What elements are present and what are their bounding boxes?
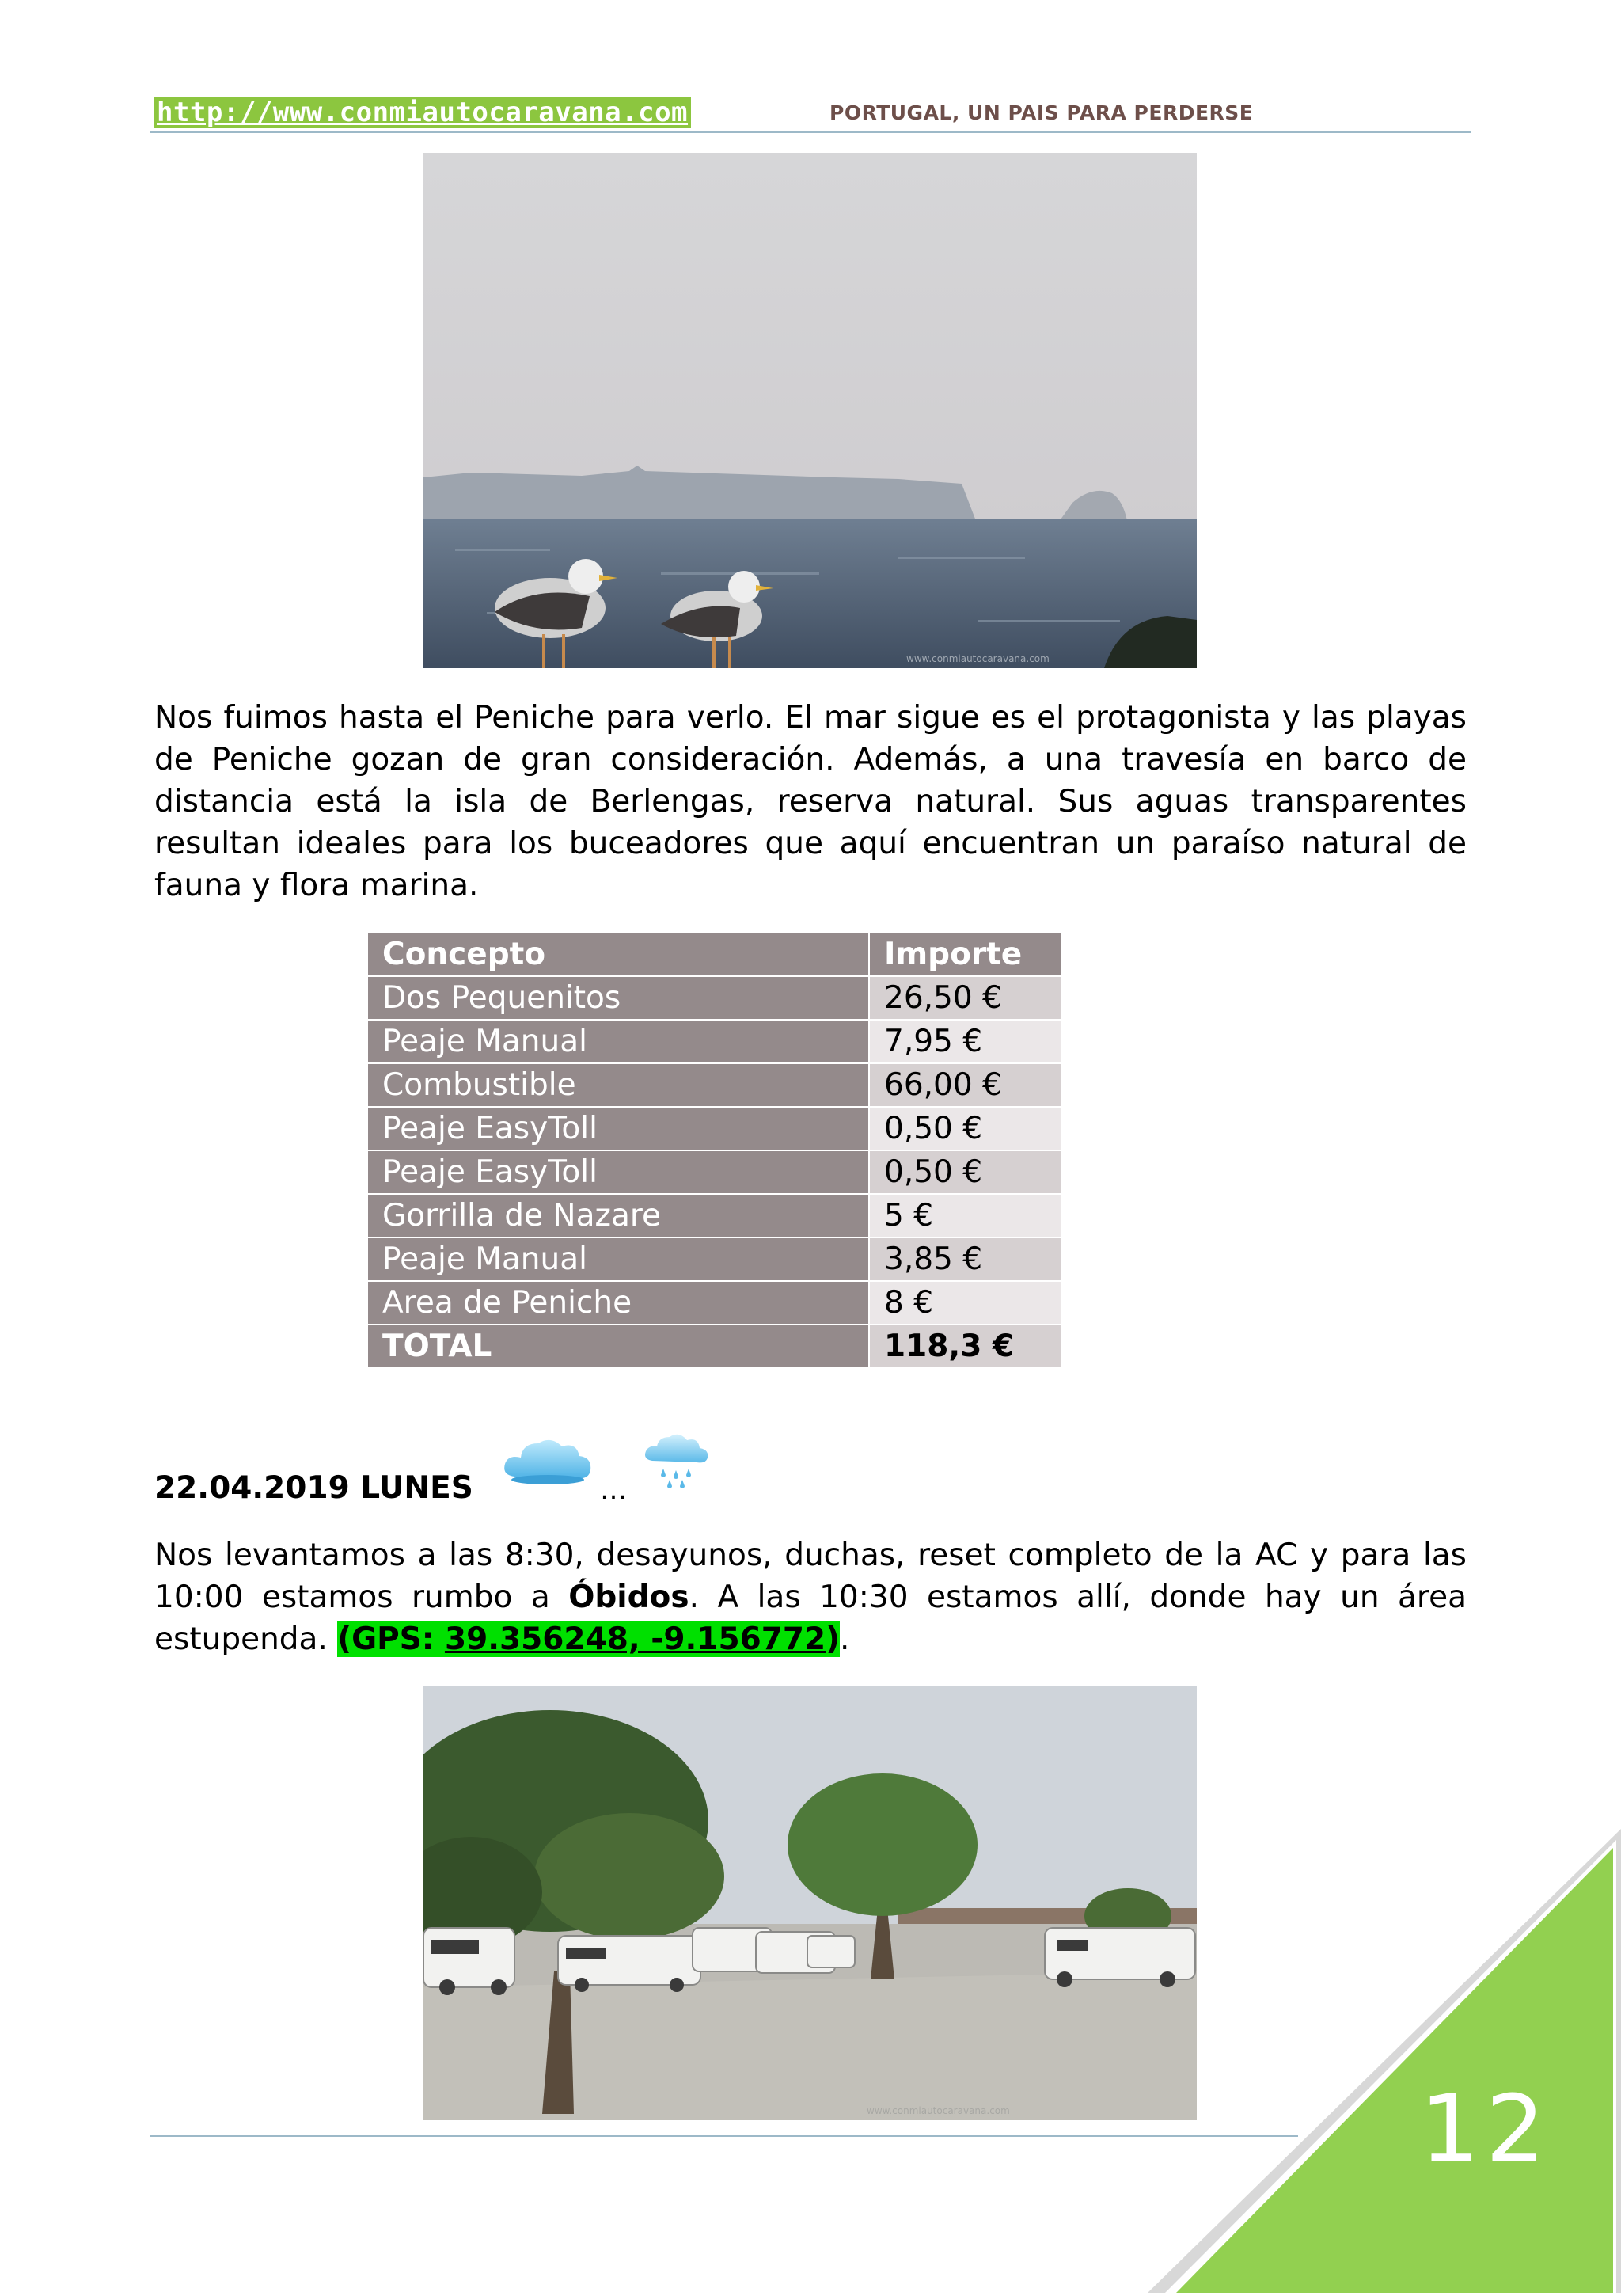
paragraph-obidos bbox=[154, 1534, 1467, 1660]
table-row bbox=[367, 1063, 1062, 1107]
header-url-link[interactable]: http://www.conmiautocaravana.com bbox=[154, 97, 691, 128]
header-title: PORTUGAL, UN PAIS PARA PERDERSE bbox=[829, 101, 1254, 124]
table-row bbox=[367, 1150, 1062, 1194]
table-cell-concepto: Peaje EasyToll bbox=[367, 1107, 869, 1150]
table-header-row bbox=[367, 933, 1062, 976]
photo1-watermark: www.conmiautocaravana.com bbox=[906, 653, 1050, 664]
table-cell-importe: 8 € bbox=[869, 1281, 1062, 1325]
rain-cloud-icon bbox=[641, 1429, 712, 1496]
table-cell-concepto: Peaje Manual bbox=[367, 1237, 869, 1281]
table-row bbox=[367, 1237, 1062, 1281]
paragraph-peniche-text: Nos fuimos hasta el Peniche para verlo. El mar sigue es el protagonista y las playas de Peniche gozan de gran consideración. Además, a una travesía en barco de distancia está la isla de Berlengas, reserva natural. Sus aguas transparentes resultan ideales para los buceadores que aquí encuentran un paraíso natural de fauna y flora marina. bbox=[154, 700, 1467, 903]
paragraph-obidos-text-1: Nos levantamos a las 8:30, desayunos, duchas, reset completo de la AC y para las 10:00 estamos rumbo a bbox=[154, 1538, 1467, 1615]
table-cell-importe: 66,00 € bbox=[869, 1063, 1062, 1107]
table-cell-importe: 0,50 € bbox=[869, 1150, 1062, 1194]
table-header-importe: Importe bbox=[869, 933, 1062, 976]
table-total-label: TOTAL bbox=[367, 1325, 869, 1368]
table-cell-concepto: Peaje EasyToll bbox=[367, 1150, 869, 1194]
gps-prefix: (GPS: bbox=[337, 1621, 445, 1657]
header-divider bbox=[150, 131, 1471, 133]
expenses-table bbox=[366, 932, 1063, 1369]
table-row bbox=[367, 1107, 1062, 1150]
table-cell-importe: 26,50 € bbox=[869, 976, 1062, 1020]
table-total-row bbox=[367, 1325, 1062, 1368]
table-total-value: 118,3 € bbox=[869, 1325, 1062, 1368]
table-cell-concepto: Peaje Manual bbox=[367, 1020, 869, 1063]
table-row bbox=[367, 1020, 1062, 1063]
table-row bbox=[367, 976, 1062, 1020]
table-cell-concepto: Gorrilla de Nazare bbox=[367, 1194, 869, 1237]
footer-divider bbox=[150, 2135, 1298, 2137]
table-cell-importe: 5 € bbox=[869, 1194, 1062, 1237]
weather-ellipsis: … bbox=[600, 1474, 627, 1506]
table-cell-concepto: Area de Peniche bbox=[367, 1281, 869, 1325]
table-row bbox=[367, 1194, 1062, 1237]
paragraph-obidos-end: . bbox=[840, 1621, 850, 1657]
table-cell-importe: 3,85 € bbox=[869, 1237, 1062, 1281]
gps-highlight bbox=[337, 1621, 840, 1657]
gps-suffix: ) bbox=[826, 1621, 841, 1657]
gps-coordinates-link[interactable]: 39.356248, -9.156772 bbox=[444, 1621, 826, 1657]
table-header-concepto: Concepto bbox=[367, 933, 869, 976]
photo-seagulls-sea bbox=[423, 153, 1197, 668]
cloud-icon bbox=[500, 1429, 595, 1496]
photo-obidos-motorhome-area bbox=[423, 1686, 1197, 2120]
page-number: 12 bbox=[1419, 2074, 1551, 2184]
table-cell-importe: 7,95 € bbox=[869, 1020, 1062, 1063]
table-cell-concepto: Dos Pequenitos bbox=[367, 976, 869, 1020]
table-cell-importe: 0,50 € bbox=[869, 1107, 1062, 1150]
place-obidos: Óbidos bbox=[568, 1579, 689, 1615]
table-row bbox=[367, 1281, 1062, 1325]
day-heading: 22.04.2019 LUNES bbox=[154, 1470, 473, 1506]
page-corner-decoration bbox=[1148, 1829, 1621, 2296]
paragraph-obidos-text-2: . A las 10:30 estamos allí, donde hay un área estupenda. bbox=[154, 1579, 1467, 1657]
paragraph-peniche bbox=[154, 697, 1467, 907]
photo2-watermark: www.conmiautocaravana.com bbox=[867, 2105, 1010, 2116]
table-cell-concepto: Combustible bbox=[367, 1063, 869, 1107]
